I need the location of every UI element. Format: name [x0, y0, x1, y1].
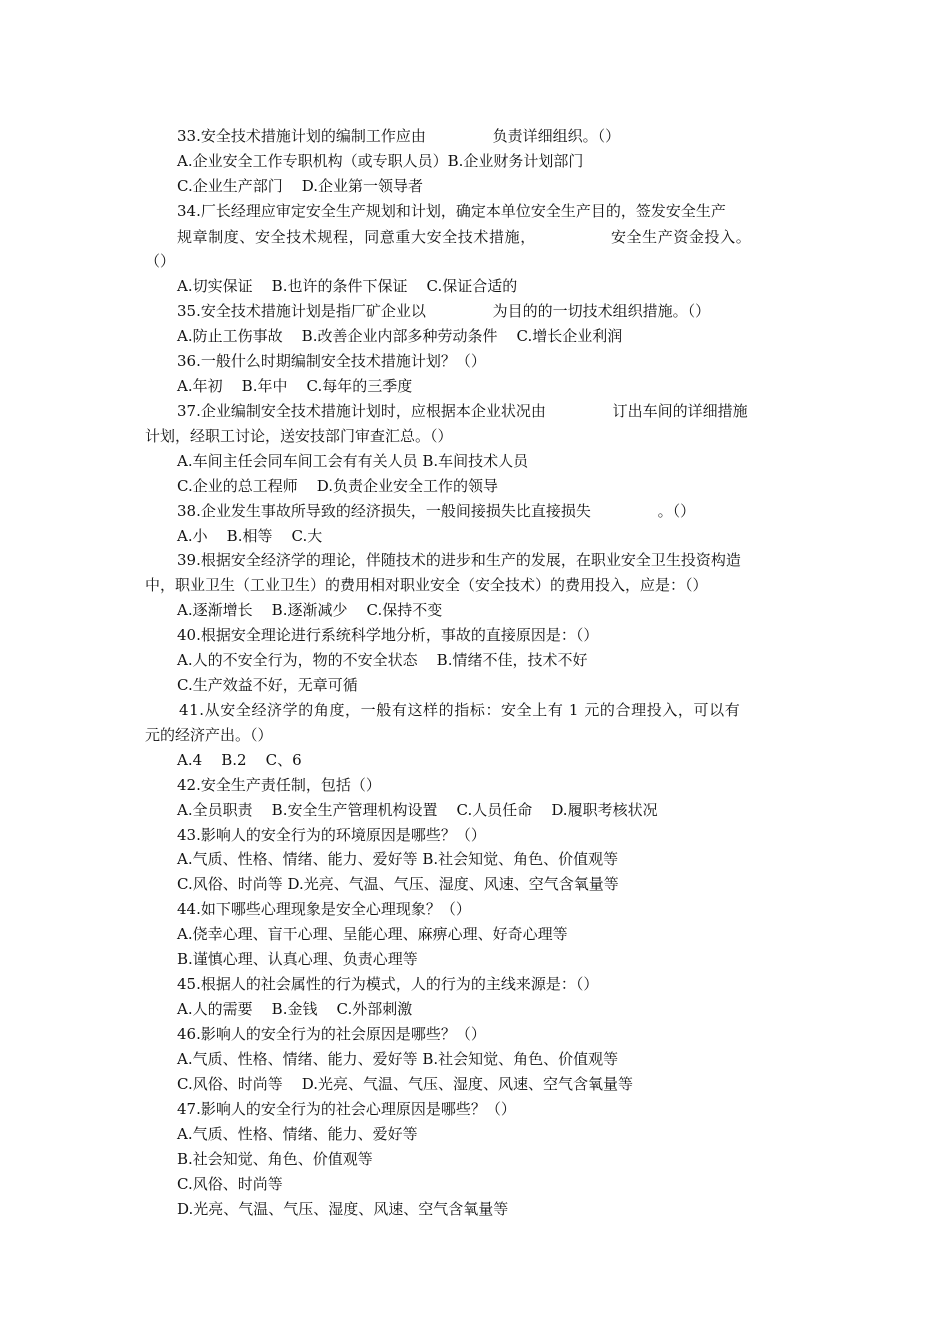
options-41: A.4 B.2 C、6	[177, 751, 302, 769]
options-37-a-b: A.车间主任会同车间工会有有关人员 B.车间技术人员	[177, 452, 529, 470]
options-47-c: C.风俗、时尚等	[177, 1175, 283, 1193]
question-34-line-2: 规章制度、安全技术规程，同意重大安全技术措施， 安全生产资金投入。	[177, 228, 752, 246]
question-43: 43.影响人的安全行为的环境原因是哪些？（）	[177, 826, 486, 844]
question-41-line-2: 元的经济产出。（）	[145, 726, 273, 744]
question-39-line-2: 中，职业卫生（工业卫生）的费用相对职业安全（安全技术）的费用投入，应是：（）	[145, 576, 708, 594]
question-45: 45.根据人的社会属性的行为模式，人的行为的主线来源是：（）	[177, 975, 599, 993]
options-47-a: A.气质、性格、情绪、能力、爱好等	[177, 1125, 418, 1143]
options-44-a: A.侥幸心理、盲干心理、呈能心理、麻痹心理、好奇心理等	[177, 925, 568, 943]
question-33: 33.安全技术措施计划的编制工作应由 负责详细组织。（）	[177, 127, 621, 145]
options-33-c-d: C.企业生产部门 D.企业第一领导者	[177, 177, 424, 195]
question-38: 38.企业发生事故所导致的经济损失，一般间接损失比直接损失 。（）	[177, 502, 696, 520]
question-42: 42.安全生产责任制，包括（）	[177, 776, 381, 794]
question-46: 46.影响人的安全行为的社会原因是哪些？（）	[177, 1025, 486, 1043]
options-40-a-b: A.人的不安全行为，物的不安全状态 B.情绪不佳，技术不好	[177, 651, 588, 669]
options-43-a-b: A.气质、性格、情绪、能力、爱好等 B.社会知觉、角色、价值观等	[177, 850, 619, 868]
question-37-line-1: 37.企业编制安全技术措施计划时，应根据本企业状况由 订出车间的详细措施	[177, 402, 748, 420]
options-33-a-b: A.企业安全工作专职机构（或专职人员）B.企业财务计划部门	[177, 152, 584, 170]
options-35: A.防止工伤事故 B.改善企业内部多种劳动条件 C.增长企业利润	[177, 327, 623, 345]
options-40-c: C.生产效益不好，无章可循	[177, 676, 358, 694]
options-43-c-d: C.风俗、时尚等 D.光亮、气温、气压、湿度、风速、空气含氧量等	[177, 875, 619, 893]
options-46-c-d: C.风俗、时尚等 D.光亮、气温、气压、湿度、风速、空气含氧量等	[177, 1075, 634, 1093]
question-35: 35.安全技术措施计划是指厂矿企业以 为目的的一切技术组织措施。（）	[177, 302, 711, 320]
question-36: 36.一般什么时期编制安全技术措施计划？（）	[177, 352, 486, 370]
options-47-b: B.社会知觉、角色、价值观等	[177, 1150, 373, 1168]
options-39: A.逐渐增长 B.逐渐减少 C.保持不变	[177, 601, 443, 619]
options-45: A.人的需要 B.金钱 C.外部刺激	[177, 1000, 413, 1018]
options-36: A.年初 B.年中 C.每年的三季度	[177, 377, 413, 395]
question-37-line-2: 计划，经职工讨论，送安技部门审查汇总。（）	[145, 427, 453, 445]
question-34-line-3: （）	[145, 252, 176, 270]
question-47: 47.影响人的安全行为的社会心理原因是哪些？（）	[177, 1100, 516, 1118]
options-34: A.切实保证 B.也许的条件下保证 C.保证合适的	[177, 277, 518, 295]
options-38: A.小 B.相等 C.大	[177, 527, 323, 545]
question-34-line-1: 34.厂长经理应审定安全生产规划和计划，确定本单位安全生产目的，签发安全生产	[177, 202, 726, 220]
options-37-c-d: C.企业的总工程师 D.负责企业安全工作的领导	[177, 477, 499, 495]
options-42: A.全员职责 B.安全生产管理机构设置 C.人员任命 D.履职考核状况	[177, 801, 658, 819]
options-44-b: B.谨慎心理、认真心理、负责心理等	[177, 950, 418, 968]
options-47-d: D.光亮、气温、气压、湿度、风速、空气含氧量等	[177, 1200, 509, 1218]
question-40: 40.根据安全理论进行系统科学地分析，事故的直接原因是：（）	[177, 626, 599, 644]
options-46-a-b: A.气质、性格、情绪、能力、爱好等 B.社会知觉、角色、价值观等	[177, 1050, 619, 1068]
question-44: 44.如下哪些心理现象是安全心理现象？（）	[177, 900, 471, 918]
question-39-line-1: 39.根据安全经济学的理论，伴随技术的进步和生产的发展，在职业安全卫生投资构造	[177, 551, 741, 569]
question-41-line-1: 41.从安全经济学的角度，一般有这样的指标：安全上有 1 元的合理投入，可以有	[179, 701, 741, 719]
